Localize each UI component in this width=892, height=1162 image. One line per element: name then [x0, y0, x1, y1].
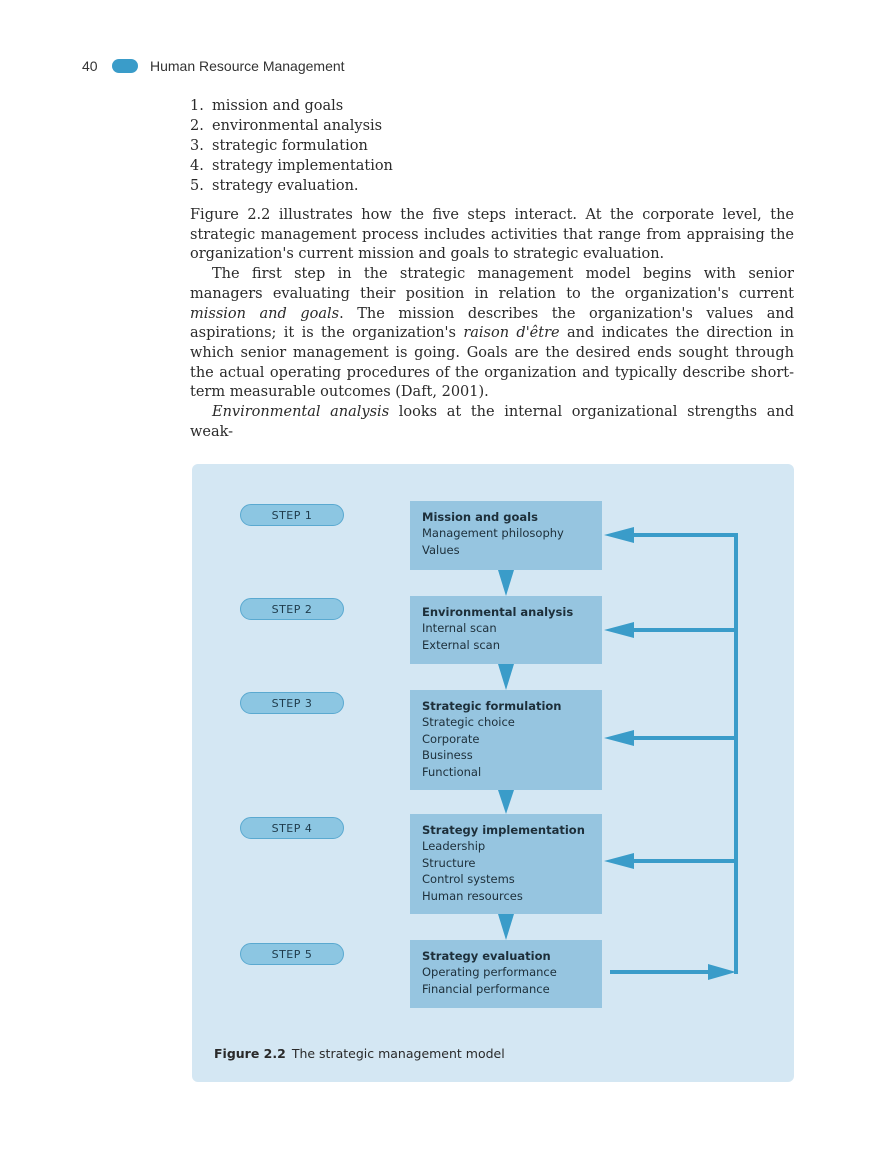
step-2-pill: STEP 2 — [240, 598, 344, 620]
down-arrow — [498, 570, 514, 596]
left-arrowhead — [604, 527, 634, 543]
box-title: Strategy evaluation — [422, 949, 551, 963]
paragraph-environmental-analysis: Environmental analysis looks at the internal organizational strengths and weak- — [190, 404, 794, 440]
down-arrow — [498, 790, 514, 814]
step-1-pill: STEP 1 — [240, 504, 344, 526]
step-1-box — [410, 501, 602, 570]
box-item: Business — [422, 748, 473, 763]
step-2-box — [410, 596, 602, 664]
list-item: 1. mission and goals — [190, 98, 344, 114]
box-title: Strategy implementation — [422, 823, 585, 837]
step-3-pill: STEP 3 — [240, 692, 344, 714]
strategic-model-figure — [192, 464, 794, 1082]
box-item: Strategic choice — [422, 715, 515, 729]
page-number: 40 — [82, 58, 98, 74]
box-item: Leadership — [422, 839, 486, 853]
page-header — [82, 57, 345, 75]
step-4-pill: STEP 4 — [240, 817, 344, 839]
box-title: Environmental analysis — [422, 605, 574, 619]
box-title: Strategic formulation — [422, 699, 562, 713]
box-item: Structure — [422, 855, 476, 870]
list-item: 4. strategy implementation — [190, 158, 393, 174]
box-item: Corporate — [422, 731, 480, 746]
box-item: Financial performance — [422, 981, 550, 996]
figure-caption — [214, 1046, 505, 1061]
box-item: Control systems — [422, 872, 515, 887]
box-item: Operating performance — [422, 965, 557, 979]
right-arrowhead — [708, 964, 736, 980]
box-title: Mission and goals — [422, 510, 538, 524]
box-item: External scan — [422, 637, 501, 652]
paragraph-mission-goals: The first step in the strategic management model begins with senior managers evaluating their position in relation to the organization's current mission and goals. The mission describes the organization's values and aspirations; it is the organization's raison d'être and indicates the direction in which senior management is going. Goals are the desired ends sought through the actual operating procedures of the organization and typically describe short-term measurable outcomes (Daft, 2001). — [190, 266, 794, 401]
step-5-box — [410, 940, 602, 1008]
numbered-step-list — [190, 96, 393, 196]
header-pill-decoration — [112, 59, 138, 73]
box-item: Functional — [422, 764, 482, 779]
caption-label: Figure 2.2 — [214, 1046, 286, 1061]
list-item: 2. environmental analysis — [190, 118, 383, 134]
step-5-pill: STEP 5 — [240, 943, 344, 965]
step-4-box — [410, 814, 602, 914]
paragraph-figure-intro: Figure 2.2 illustrates how the five steps interact. At the corporate level, the strategic management process includes activities that range from appraising the organization's current mission and goals to strategic evaluation. — [190, 207, 794, 263]
list-item: 3. strategic formulation — [190, 138, 368, 154]
left-arrowhead — [604, 730, 634, 746]
down-arrow — [498, 914, 514, 940]
box-item: Values — [422, 542, 460, 557]
running-head: Human Resource Management — [150, 58, 345, 74]
caption-text: The strategic management model — [291, 1046, 505, 1061]
box-item: Management philosophy — [422, 526, 564, 540]
left-arrowhead — [604, 622, 634, 638]
box-item: Internal scan — [422, 621, 497, 635]
left-arrowhead — [604, 853, 634, 869]
list-item: 5. strategy evaluation. — [190, 178, 359, 194]
body-text — [190, 206, 794, 442]
step-3-box — [410, 690, 602, 790]
box-item: Human resources — [422, 888, 523, 903]
down-arrow — [498, 664, 514, 690]
